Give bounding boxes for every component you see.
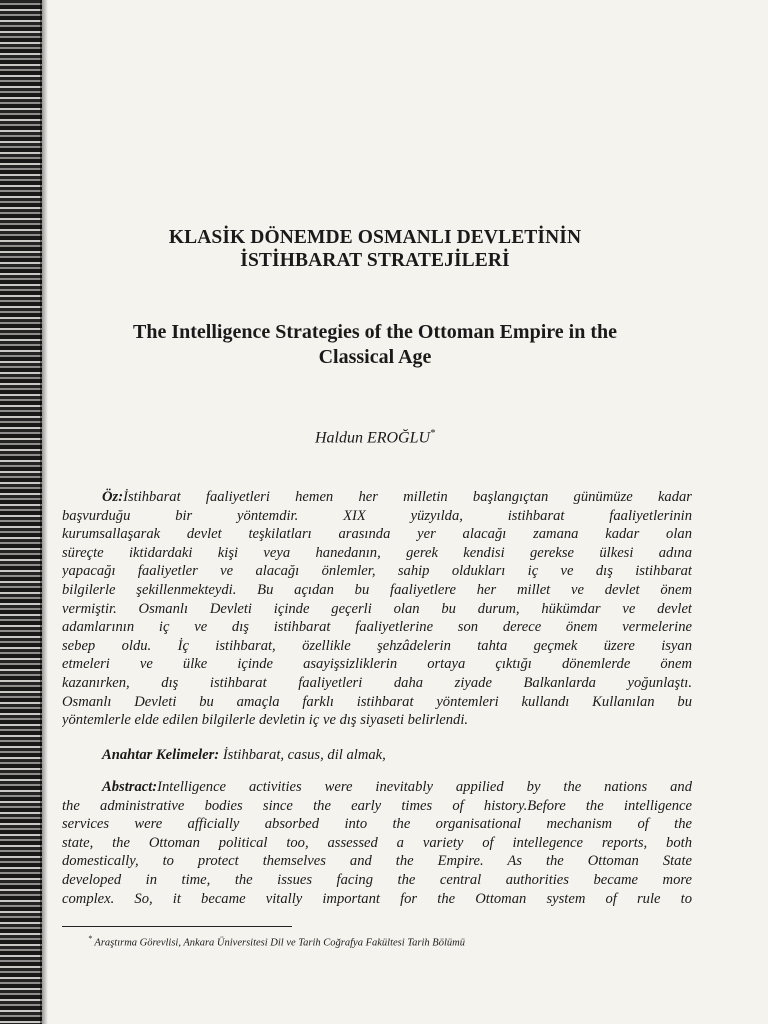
english-title [58, 320, 692, 370]
keywords-text: İstihbarat, casus, dil almak, [219, 747, 386, 763]
turkish-abstract-line: kurumsallaşarak devlet teşkilatları arasında yer alacağı zamana kadar olan [62, 526, 692, 543]
footnote [88, 934, 698, 949]
english-abstract [62, 778, 692, 908]
turkish-title [58, 226, 692, 272]
keywords-lead: Anahtar Kelimeler: [102, 747, 220, 763]
turkish-abstract-line: Öz:İstihbarat faaliyetleri hemen her milletin başlangıçtan günümüze kadar [102, 489, 692, 505]
footnote-text: Araştırma Görevlisi, Ankara Üniversitesi Dil ve Tarih Coğrafya Fakültesi Tarih Bölümü [92, 937, 465, 949]
english-title-line-1: The Intelligence Strategies of the Ottoman Empire in the [132, 321, 617, 343]
english-abstract-line: state, the Ottoman political too, assessed a variety of intellegence reports, both [62, 834, 692, 851]
turkish-abstract-line: süreçte iktidardaki kişi veya hanedanın, gerek kendisi gerekse ülkesi adına [62, 544, 692, 561]
author-name: Haldun EROĞLU [314, 429, 431, 447]
english-abstract-line: Abstract:Intelligence activities were inevitably appilied by the nations and [102, 779, 692, 795]
turkish-abstract-line: Osmanlı Devleti bu amaçla farklı istihbarat yöntemleri kullandı Kullanılan bu [62, 693, 692, 710]
english-abstract-line: complex. So, it became vitally important for the Ottoman system of rule to [62, 890, 692, 907]
turkish-abstract-line: vermiştir. Osmanlı Devleti içinde geçerli olan bu durum, hükümdar ve devlet [62, 600, 692, 617]
footnote-divider [62, 926, 292, 927]
english-abstract-line: the administrative bodies since the early times of history.Before the intelligence [62, 797, 692, 814]
scan-binding-edge [0, 0, 42, 1024]
english-title-line-2: Classical Age [318, 346, 432, 368]
english-abstract-line: developed in time, the issues facing the central authorities became more [62, 871, 692, 888]
english-abstract-lead: Abstract: [102, 779, 158, 795]
author [58, 428, 692, 447]
author-footnote-mark: * [430, 428, 436, 439]
turkish-abstract-line: sebep oldu. İç istihbarat, özellikle şehzâdelerin tahta geçmek üzere isyan [62, 637, 692, 654]
document-page [58, 0, 692, 1024]
turkish-abstract-line: bilgilerle şekillenmekteydi. Bu açıdan bu faaliyetlere her millet ve devlet önem [62, 581, 692, 598]
turkish-abstract-line: yapacağı faaliyetler ve alacağı önlemler, sahip oldukları iç ve dış istihbarat [62, 563, 692, 580]
turkish-title-line-1: KLASİK DÖNEMDE OSMANLI DEVLETİNİN [168, 227, 582, 248]
english-abstract-line: domestically, to protect themselves and the Empire. As the Ottoman State [62, 853, 692, 870]
turkish-abstract [62, 488, 692, 730]
english-abstract-line: services were afficially absorbed into the organisational mechanism of the [62, 816, 692, 833]
turkish-abstract-lead: Öz: [102, 489, 124, 505]
turkish-title-line-2: İSTİHBARAT STRATEJİLERİ [240, 250, 510, 271]
turkish-abstract-line: yöntemlerle elde edilen bilgilerle devletin iç ve dış siyaseti belirlendi. [62, 712, 469, 729]
turkish-abstract-line: adamlarının iç ve dış istihbarat faaliyetlerine son derece önem vermelerine [62, 619, 692, 636]
turkish-abstract-line: kazanırken, dış istihbarat faaliyetleri daha ziyade Balkanlarda yoğunlaştı. [62, 674, 692, 691]
keywords [62, 746, 692, 765]
turkish-abstract-line: etmeleri ve ülke içinde asayişsizliklerin ortaya çıktığı dönemlerde önem [62, 656, 692, 673]
turkish-abstract-line: başvurduğu bir yöntemdir. XIX yüzyılda, istihbarat faaliyetlerinin [62, 507, 692, 524]
keywords-line [62, 746, 692, 765]
footnote-mark: * [88, 934, 92, 943]
